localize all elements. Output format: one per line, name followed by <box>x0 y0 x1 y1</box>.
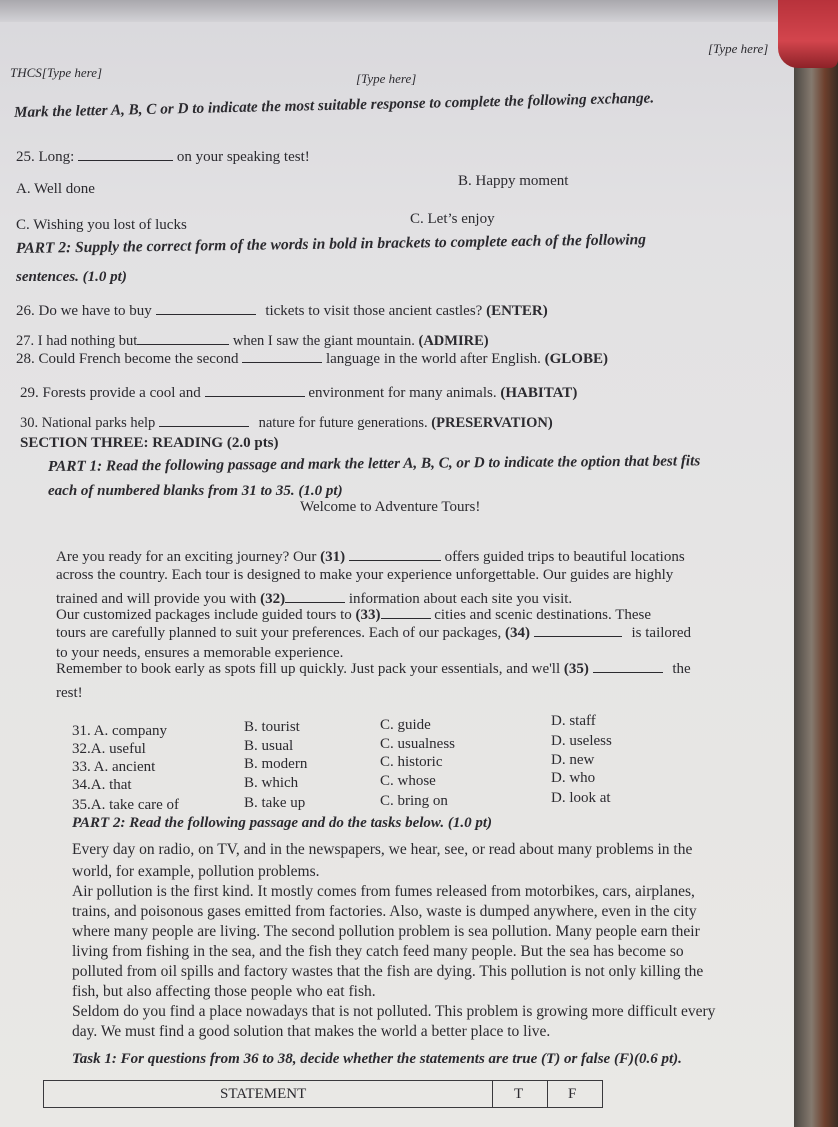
passage1-line <box>56 684 83 702</box>
section3-title: SECTION THREE: READING (2.0 pts) <box>20 435 279 451</box>
option: D. useless <box>551 733 612 749</box>
option: B. tourist <box>244 719 300 735</box>
q29-word: (HABITAT) <box>500 385 578 401</box>
q29-blank <box>205 384 305 397</box>
part2-title-line1: PART 2: Supply the correct form of the words in bold in brackets to complete each of the following <box>15 231 647 257</box>
statement-table <box>43 1080 603 1108</box>
passage1-text: cities and scenic destinations. These <box>434 607 652 623</box>
page-top-fold <box>0 0 810 22</box>
q25-option-c: C. Wishing you lost of lucks <box>16 217 187 233</box>
passage1-text: is tailored <box>631 625 692 641</box>
option: 35.A. take care of <box>72 797 180 813</box>
q25-option-b: B. Happy moment <box>458 173 569 189</box>
q27-suffix: when I saw the giant mountain. <box>232 333 415 349</box>
part2-title-line2: sentences. (1.0 pt) <box>16 269 127 285</box>
q30-suffix: nature for future generations. <box>258 415 428 431</box>
passage2-line: trains, and poisonous gases emitted from factories. Also, waste is dumped anywhere, even in the city <box>72 903 697 920</box>
blank-number: (34) <box>504 625 530 641</box>
q25-line <box>16 148 310 166</box>
passage1-text: offers guided trips to beautiful locations <box>444 549 685 565</box>
option: B. which <box>244 775 299 791</box>
option: B. modern <box>244 756 308 772</box>
q25-prefix: 25. Long: <box>16 149 75 165</box>
q28-suffix: language in the world after English. <box>325 351 541 367</box>
passage1-blank <box>593 660 663 673</box>
passage1-line <box>56 606 651 624</box>
q28-word: (GLOBE) <box>544 351 608 367</box>
q25-option-c2: C. Let’s enjoy <box>410 211 495 227</box>
reading-part2-title: PART 2: Read the following passage and do the tasks below. (1.0 pt) <box>72 815 493 831</box>
passage1-text: information about each site you visit. <box>348 591 573 607</box>
passage2-line: Seldom do you find a place nowadays that is not polluted. This problem is growing more difficult every <box>72 1003 716 1020</box>
q28-blank <box>242 350 322 363</box>
passage1-text: Our customized packages include guided tours to <box>56 607 352 623</box>
option: 31. A. company <box>72 723 167 739</box>
table-header-true: T <box>514 1086 524 1102</box>
q27-word: (ADMIRE) <box>418 333 489 349</box>
reading-part1-title-line2: each of numbered blanks from 31 to 35. (1.0 pt) <box>48 483 343 499</box>
red-cloth-corner <box>778 0 838 68</box>
q30-word: (PRESERVATION) <box>431 415 553 431</box>
header-left: THCS[Type here] <box>10 65 103 80</box>
blank-number: (32) <box>260 591 286 607</box>
q26-suffix: tickets to visit those ancient castles? <box>265 303 483 319</box>
q26-prefix: 26. Do we have to buy <box>16 303 152 319</box>
option: D. staff <box>551 713 596 729</box>
q29-line <box>20 384 577 402</box>
passage1-text: Are you ready for an exciting journey? Our <box>56 549 317 565</box>
mcq-instruction: Mark the letter A, B, C or D to indicate the most suitable response to complete the following exchange. <box>13 89 655 121</box>
passage1-text: Remember to book early as spots fill up quickly. Just pack your essentials, and we'll <box>56 661 561 677</box>
passage1-line <box>56 624 691 642</box>
option: C. usualness <box>380 736 455 752</box>
passage1-blank <box>349 548 441 561</box>
passage1-text: trained and will provide you with <box>56 591 257 607</box>
q26-line <box>16 302 548 320</box>
passage-title: Welcome to Adventure Tours! <box>300 499 481 515</box>
passage1-text: to your needs, ensures a memorable experience. <box>56 645 344 661</box>
passage2-line: polluted from oil spills and factory wastes that the fish are dying. This pollution is not only killing the <box>72 963 704 980</box>
table-divider <box>492 1081 493 1107</box>
passage1-text: across the country. Each tour is designed to make your experience unforgettable. Our guides are highly <box>56 567 674 583</box>
passage1-text: rest! <box>56 685 83 701</box>
option: D. look at <box>551 790 611 806</box>
option: 34.A. that <box>72 777 132 793</box>
option: D. who <box>551 770 596 786</box>
passage1-line <box>56 660 691 678</box>
q27-line <box>16 332 489 350</box>
passage1-blank <box>285 590 345 603</box>
passage1-text: tours are carefully planned to suit your preferences. Each of our packages, <box>56 625 502 641</box>
option: C. historic <box>380 754 443 770</box>
option: B. take up <box>244 795 306 811</box>
passage2-line: living from fishing in the sea, and the fish they catch feed many people. But the sea has become so <box>72 943 684 960</box>
table-divider <box>547 1081 548 1107</box>
passage1-blank <box>534 624 622 637</box>
option: C. guide <box>380 717 431 733</box>
passage1-text: the <box>672 661 691 677</box>
option: C. whose <box>380 773 436 789</box>
q28-prefix: 28. Could French become the second <box>16 351 239 367</box>
option: C. bring on <box>380 793 448 809</box>
passage2-line: day. We must find a good solution that makes the world a better place to live. <box>72 1023 551 1040</box>
q30-prefix: 30. National parks help <box>20 415 156 431</box>
background-right-edge <box>794 0 838 1127</box>
passage2-line: world, for example, pollution problems. <box>72 863 320 880</box>
q25-suffix: on your speaking test! <box>176 149 310 165</box>
blank-number: (33) <box>355 607 381 623</box>
option: D. new <box>551 752 595 768</box>
table-header-false: F <box>568 1086 577 1102</box>
blank-number: (31) <box>320 549 346 565</box>
table-header-statement: STATEMENT <box>220 1086 307 1102</box>
q27-blank <box>137 332 229 345</box>
blank-number: (35) <box>563 661 589 677</box>
passage2-line: Every day on radio, on TV, and in the newspapers, we hear, see, or read about many problems in the <box>72 841 693 858</box>
option: 32.A. useful <box>72 741 146 757</box>
passage2-line: where many people are living. The second pollution problem is sea pollution. Many people earn their <box>72 923 700 940</box>
q30-line <box>20 414 553 432</box>
q25-option-a: A. Well done <box>16 181 95 197</box>
task1-instruction: Task 1: For questions from 36 to 38, decide whether the statements are true (T) or false (F)(0.6 pt). <box>72 1051 682 1067</box>
q28-line <box>16 350 608 368</box>
q25-blank <box>78 148 173 161</box>
q27-prefix: 27. I had nothing but <box>16 333 138 349</box>
option: 33. A. ancient <box>72 759 156 775</box>
passage1-line <box>56 566 673 584</box>
q26-word: (ENTER) <box>486 303 548 319</box>
option: B. usual <box>244 738 294 754</box>
header-right: [Type here] <box>708 41 769 56</box>
q30-blank <box>159 414 249 427</box>
header-center: [Type here] <box>356 71 417 86</box>
q29-suffix: environment for many animals. <box>308 385 497 401</box>
passage2-line: fish, but also affecting those people who eat fish. <box>72 983 376 1000</box>
reading-part1-title-line1: PART 1: Read the following passage and mark the letter A, B, C, or D to indicate the option that best fits <box>47 452 701 475</box>
passage2-line: Air pollution is the first kind. It mostly comes from fumes released from motorbikes, cars, airplanes, <box>72 883 695 900</box>
passage1-line <box>56 548 685 566</box>
passage1-blank <box>381 606 431 619</box>
q29-prefix: 29. Forests provide a cool and <box>20 385 201 401</box>
q26-blank <box>156 302 256 315</box>
